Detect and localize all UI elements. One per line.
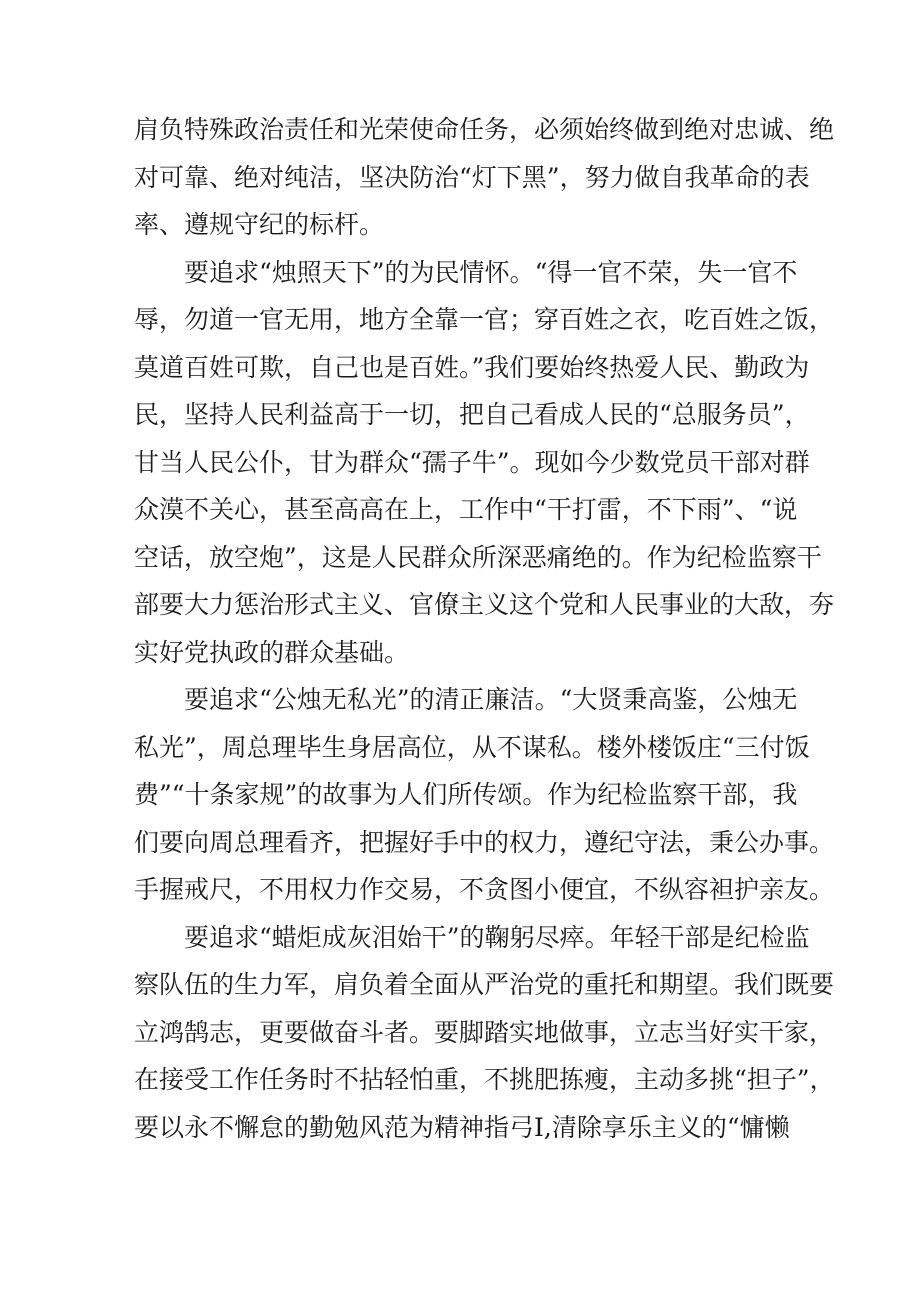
text-line: 要追求“蜡炬成灰泪始干”的鞠躬尽瘁。年轻干部是纪检监	[184, 923, 810, 952]
text-line: 众漠不关心，甚至高高在上，工作中“干打雷，不下雨”、“说	[134, 495, 798, 524]
text-line: 空话，放空炮”，这是人民群众所深恶痛绝的。作为纪检监察干	[134, 543, 822, 572]
text-line: 在接受工作任务时不拈轻怕重，不挑肥拣瘦，主动多挑“担子”，	[134, 1065, 835, 1094]
text-line: 私光”，周总理毕生身居高位，从不谋私。楼外楼饭庄“三付饭	[134, 733, 810, 762]
text-line: 辱，勿道一官无用，地方全靠一官；穿百姓之衣，吃百姓之饭，	[134, 305, 835, 334]
text-line: 要追求“公烛无私光”的清正廉洁。“大贤秉高鉴，公烛无	[184, 685, 798, 714]
text-line: 部要大力惩治形式主义、官僚主义这个党和人民事业的大敌，夯	[134, 590, 835, 619]
text-line: 实好党执政的群众基础。	[134, 638, 410, 667]
text-line: 立鸿鹄志，更要做奋斗者。要脚踏实地做事，立志当好实干家，	[134, 1018, 835, 1047]
text-line: 手握戒尺，不用权力作交易，不贪图小便宜，不纵容袒护亲友。	[134, 875, 835, 904]
text-line: 肩负特殊政治责任和光荣使命任务，必须始终做到绝对忠诚、绝	[134, 115, 835, 144]
text-line: 民，坚持人民利益高于一切，把自己看成人民的“总服务员”，	[134, 400, 810, 429]
text-line: 莫道百姓可欺，自己也是百姓。”我们要始终热爱人民、勤政为	[134, 353, 810, 382]
text-line: 们要向周总理看齐，把握好手中的权力，遵纪守法，秉公办事。	[134, 828, 835, 857]
text-line: 察队伍的生力军，肩负着全面从严治党的重托和期望。我们既要	[134, 970, 835, 999]
text-line: 甘当人民公仆，甘为群众“孺子牛”。现如今少数党员干部对群	[134, 448, 810, 477]
text-line: 对可靠、绝对纯洁，坚决防治“灯下黑”，努力做自我革命的表	[134, 163, 810, 192]
text-line: 要以永不懈怠的勤勉风范为精神指弓I,清除享乐主义的“慵懒	[134, 1113, 790, 1142]
text-line: 要追求“烛照天下”的为民情怀。“得一官不荣，失一官不	[184, 258, 798, 287]
text-line: 费”“十条家规”的故事为人们所传颂。作为纪检监察干部，我	[134, 780, 798, 809]
text-line: 率、遵规守纪的标杆。	[134, 210, 385, 239]
